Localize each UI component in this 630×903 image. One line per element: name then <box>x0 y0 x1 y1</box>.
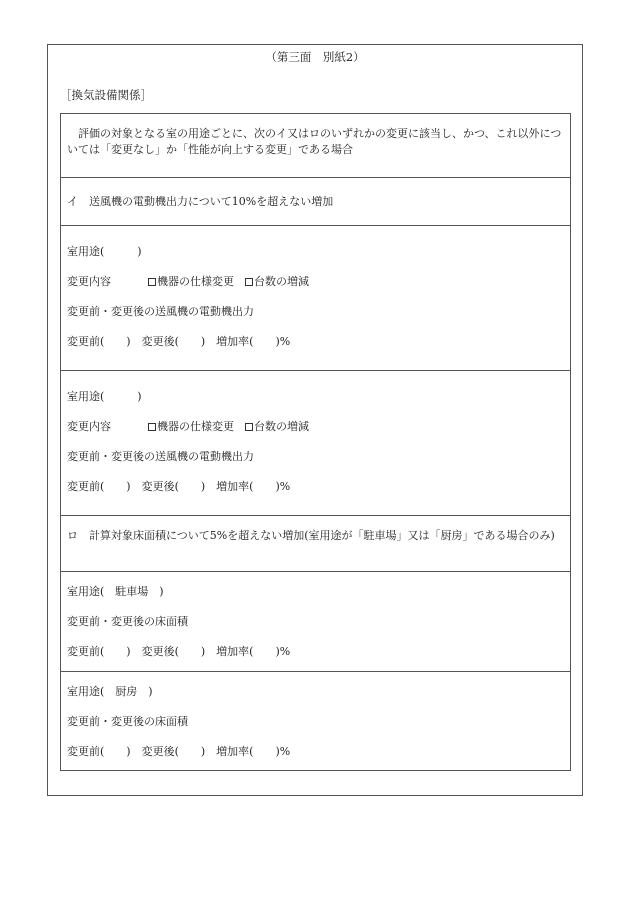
section-label: ［換気設備関係］ <box>60 88 152 102</box>
option-spec-change-label: 機器の仕様変更 <box>157 275 234 288</box>
page-heading: （第三面 別紙2） <box>265 50 365 64</box>
room-2-values: 変更前( ) 変更後( ) 増加率( )% <box>67 480 291 493</box>
room-2-change-label: 変更内容 <box>67 420 111 433</box>
form-page <box>47 44 583 796</box>
option-count-change-label: 台数の増減 <box>254 420 309 433</box>
room-1-subtitle: 変更前・変更後の送風機の電動機出力 <box>67 305 254 318</box>
room-4-subtitle: 変更前・変更後の床面積 <box>67 715 188 728</box>
room-3-use: 室用途( 駐車場 ) <box>67 585 164 598</box>
room-2-use: 室用途( ) <box>67 390 142 403</box>
room-1-options <box>148 274 309 290</box>
checkbox-count-change[interactable] <box>245 278 253 286</box>
room-1-change-row <box>67 274 564 290</box>
room-1-change-label: 変更内容 <box>67 275 111 288</box>
item-i-heading: イ 送風機の電動機出力について10%を超えない増加 <box>67 195 334 208</box>
room-3-block <box>61 572 570 672</box>
room-1-block <box>61 226 570 371</box>
room-4-block <box>61 672 570 772</box>
room-4-values: 変更前( ) 変更後( ) 増加率( )% <box>67 745 291 758</box>
intro-text: 評価の対象となる室の用途ごとに、次のイ又はロのいずれかの変更に該当し、かつ、これ以外については「変更なし」か「性能が向上する変更」である場合 <box>67 127 562 156</box>
checkbox-count-change[interactable] <box>245 423 253 431</box>
room-2-subtitle: 変更前・変更後の送風機の電動機出力 <box>67 450 254 463</box>
room-3-subtitle: 変更前・変更後の床面積 <box>67 615 188 628</box>
room-2-block <box>61 371 570 516</box>
checkbox-spec-change[interactable] <box>148 278 156 286</box>
item-ro-block <box>61 516 570 572</box>
option-count-change-label: 台数の増減 <box>254 275 309 288</box>
room-2-change-row <box>67 419 564 435</box>
room-3-values: 変更前( ) 変更後( ) 増加率( )% <box>67 645 291 658</box>
item-ro-heading: ロ 計算対象床面積について5%を超えない増加(室用途が「駐車場」又は「厨房」である場合のみ) <box>67 529 555 542</box>
form-table <box>60 113 571 771</box>
room-1-use: 室用途( ) <box>67 245 142 258</box>
intro-block <box>61 114 570 178</box>
checkbox-spec-change[interactable] <box>148 423 156 431</box>
room-2-options <box>148 419 309 435</box>
room-4-use: 室用途( 厨房 ) <box>67 685 153 698</box>
item-i-block <box>61 178 570 226</box>
option-spec-change-label: 機器の仕様変更 <box>157 420 234 433</box>
room-1-values: 変更前( ) 変更後( ) 増加率( )% <box>67 335 291 348</box>
